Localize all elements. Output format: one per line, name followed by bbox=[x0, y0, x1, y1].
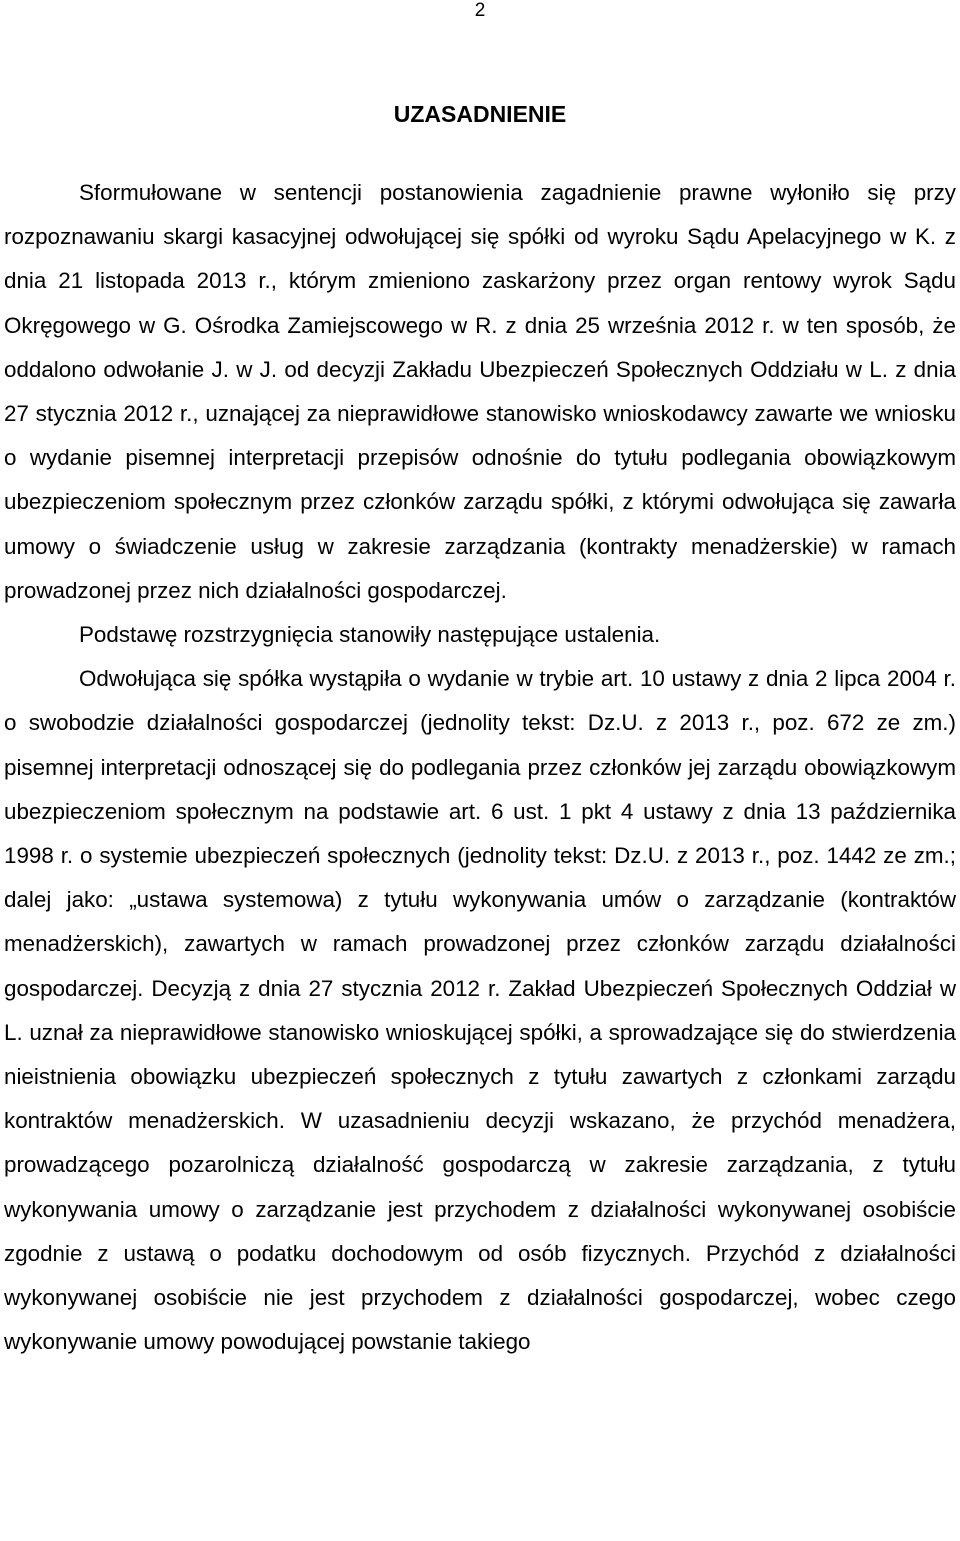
paragraph-findings-lead: Podstawę rozstrzygnięcia stanowiły następujące ustalenia. bbox=[79, 622, 661, 648]
paragraph-intro: Sformułowane w sentencji postanowienia zagadnienie prawne wyłoniło się przy rozpoznawaniu skargi kasacyjnej odwołującej się spółki od wyroku Sądu Apelacyjnego w K. z dnia 21 listopada 2013 r., którym zmieniono zaskarżony przez organ rentowy wyrok Sądu Okręgowego w G. Ośrodka Zamiejscowego w R. z dnia 25 września 2012 r. w ten sposób, że oddalono odwołanie J. w J. od decyzji Zakładu Ubezpieczeń Społecznych Oddziału w L. z dnia 27 stycznia 2012 r., uznającej za nieprawidłowe stanowisko wnioskodawcy zawarte we wniosku o wydanie pisemnej interpretacji przepisów odnośnie do tytułu podlegania obowiązkowym ubezpieczeniom społecznym przez członków zarządu spółki, z którymi odwołująca się zawarła umowy o świadczenie usług w zakresie zarządzania (kontrakty menadżerskie) w ramach prowadzonej przez nich działalności gospodarczej. bbox=[4, 180, 956, 603]
page-number: 2 bbox=[474, 0, 486, 21]
paragraph-findings: Odwołująca się spółka wystąpiła o wydanie w trybie art. 10 ustawy z dnia 2 lipca 2004 r. o swobodzie działalności gospodarczej (jednolity tekst: Dz.U. z 2013 r., poz. 672 ze zm.) pisemnej interpretacji odnoszącej się do podlegania przez członków jej zarządu obowiązkowym ubezpieczeniom społecznym na podstawie art. 6 ust. 1 pkt 4 ustawy z dnia 13 października 1998 r. o systemie ubezpieczeń społecznych (jednolity tekst: Dz.U. z 2013 r., poz. 1442 ze zm.; dalej jako: „ustawa systemowa) z tytułu wykonywania umów o zarządzanie (kontraktów menadżerskich), zawartych w ramach prowadzonej przez członków zarządu działalności gospodarczej. Decyzją z dnia 27 stycznia 2012 r. Zakład Ubezpieczeń Społecznych Oddział w L. uznał za nieprawidłowe stanowisko wnioskującej spółki, a sprowadzające się do stwierdzenia nieistnienia obowiązku ubezpieczeń społecznych z tytułu zawartych z członkami zarządu kontraktów menadżerskich. W uzasadnieniu decyzji wskazano, że przychód menadżera, prowadzącego pozarolniczą działalność gospodarczą w zakresie zarządzania, z tytułu wykonywania umowy o zarządzanie jest przychodem z działalności wykonywanej osobiście zgodnie z ustawą o podatku dochodowym od osób fizycznych. Przychód z działalności wykonywanej osobiście nie jest przychodem z działalności gospodarczej, wobec czego wykonywanie umowy powodującej powstanie takiego bbox=[4, 666, 956, 1355]
document-body bbox=[4, 171, 956, 1364]
document-heading: UZASADNIENIE bbox=[393, 101, 567, 127]
